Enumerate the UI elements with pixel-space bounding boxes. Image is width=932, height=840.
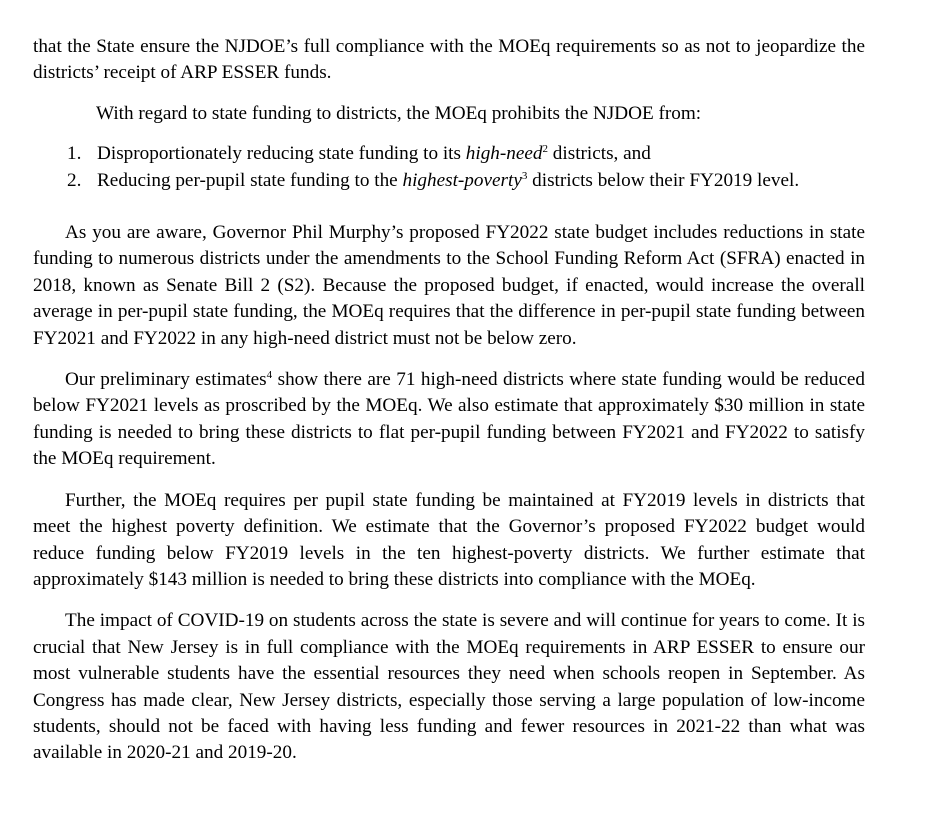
footnote-marker: 2: [542, 143, 548, 156]
list-item-number: 1.: [67, 143, 82, 165]
moeq-prohibitions-list: [33, 141, 865, 194]
list-item-text: Reducing per-pupil state funding to the: [97, 169, 403, 191]
paragraph-text: show there are 71 high-need districts where state funding would be reduced below FY2021 levels as proscribed by the MOEq. We also estimate that approximately $30 million in state funding is needed to bring these districts to flat per-pupil funding between FY2021 and FY2022 to satisfy the MOEq requirement.: [33, 369, 865, 470]
list-item-number: 2.: [67, 169, 82, 191]
list-item-text: districts, and: [548, 143, 651, 165]
document-page: [33, 34, 865, 767]
list-item-italic-term: highest-poverty: [402, 169, 522, 191]
list-item: [33, 141, 865, 167]
list-item-italic-term: high-need: [465, 143, 543, 165]
paragraph-estimates: [33, 367, 865, 473]
footnote-marker: 4: [266, 369, 273, 382]
footnote-marker: 3: [521, 169, 528, 182]
paragraph-moeq-intro: With regard to state funding to districts, the MOEq prohibits the NJDOE from:: [96, 102, 702, 124]
paragraph-covid-impact: The impact of COVID-19 on students across the state is severe and will continue for years to come. It is crucial that New Jersey is in full compliance with the MOEq requirements in ARP ESSER to ensure our most vulnerable students have the essential resources they need when schools reopen in September. As Congress has made clear, New Jersey districts, especially those serving a large population of low-income students, should not be faced with having less funding and fewer resources in 2021-22 than what was available in 2020-21 and 2019-20.: [33, 610, 865, 764]
paragraph-highest-poverty: Further, the MOEq requires per pupil state funding be maintained at FY2019 levels in districts that meet the highest poverty definition. We estimate that the Governor’s proposed FY2022 budget would reduce funding below FY2019 levels in the ten highest-poverty districts. We further estimate that approximately $143 million is needed to bring these districts into compliance with the MOEq.: [33, 489, 865, 590]
list-item-text: districts below their FY2019 level.: [527, 169, 800, 191]
paragraph-continuation: that the State ensure the NJDOE’s full compliance with the MOEq requirements so as not to jeopardize the districts’ receipt of ARP ESSER funds.: [33, 36, 865, 84]
list-item-text: Disproportionately reducing state funding to its: [97, 143, 466, 165]
list-item: [33, 168, 865, 194]
paragraph-budget: As you are aware, Governor Phil Murphy’s proposed FY2022 state budget includes reductions in state funding to numerous districts under the amendments to the School Funding Reform Act (SFRA) enacted in 2018, known as Senate Bill 2 (S2). Because the proposed budget, if enacted, would increase the overall average in per-pupil state funding, the MOEq requires that the difference in per-pupil state funding between FY2021 and FY2022 in any high-need district must not be below zero.: [33, 222, 865, 349]
paragraph-text: Our preliminary estimates: [65, 369, 267, 391]
